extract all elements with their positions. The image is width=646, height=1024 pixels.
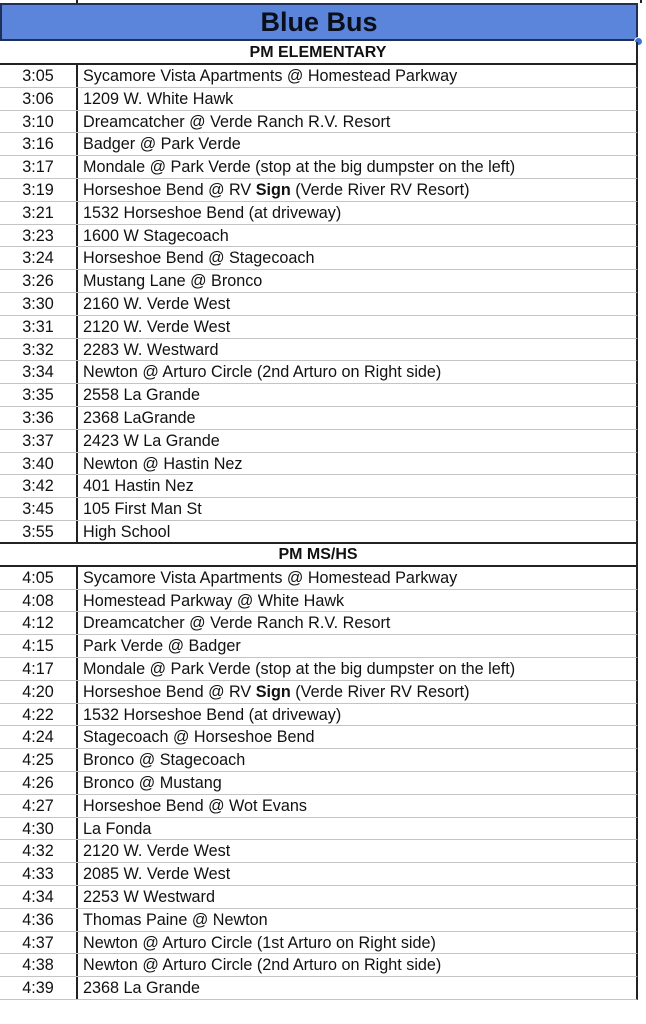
time-cell[interactable]: 3:06 (0, 88, 78, 110)
table-row[interactable] (0, 156, 638, 179)
section-header[interactable]: PM ELEMENTARY (0, 42, 638, 65)
time-cell[interactable]: 4:30 (0, 818, 78, 840)
time-cell[interactable]: 3:30 (0, 293, 78, 315)
table-row[interactable] (0, 772, 638, 795)
table-row[interactable] (0, 202, 638, 225)
time-cell[interactable]: 4:33 (0, 863, 78, 885)
stop-cell[interactable]: Horseshoe Bend @ RV Sign (Verde River RV Resort) (83, 682, 470, 701)
stop-cell[interactable]: 105 First Man St (83, 500, 202, 519)
stop-cell[interactable]: Newton @ Hastin Nez (83, 454, 243, 473)
time-cell[interactable]: 4:25 (0, 749, 78, 771)
time-cell[interactable]: 4:39 (0, 977, 78, 999)
time-cell[interactable]: 3:35 (0, 384, 78, 406)
time-cell[interactable]: 4:05 (0, 567, 78, 589)
table-row[interactable] (0, 818, 638, 841)
table-row[interactable] (0, 932, 638, 955)
stop-cell[interactable]: 1532 Horseshoe Bend (at driveway) (83, 705, 342, 724)
time-cell[interactable]: 3:42 (0, 475, 78, 497)
stop-cell[interactable]: Horseshoe Bend @ RV Sign (Verde River RV Resort) (83, 181, 470, 199)
table-row[interactable] (0, 270, 638, 293)
table-row[interactable] (0, 316, 638, 339)
table-row[interactable] (0, 361, 638, 384)
stop-cell[interactable]: Dreamcatcher @ Verde Ranch R.V. Resort (83, 112, 391, 131)
stop-cell[interactable]: 1209 W. White Hawk (83, 89, 234, 108)
time-cell[interactable]: 3:23 (0, 225, 78, 247)
table-row[interactable] (0, 339, 638, 362)
stop-cell[interactable]: La Fonda (83, 819, 152, 838)
stop-cell[interactable]: 1532 Horseshoe Bend (at driveway) (83, 203, 342, 222)
time-cell[interactable]: 3:05 (0, 65, 78, 87)
table-row[interactable] (0, 612, 638, 635)
table-row[interactable] (0, 658, 638, 681)
time-cell[interactable]: 3:17 (0, 156, 78, 178)
stop-cell[interactable]: 2160 W. Verde West (83, 295, 231, 313)
table-row[interactable] (0, 863, 638, 886)
table-row[interactable] (0, 567, 638, 590)
table-row[interactable] (0, 840, 638, 863)
time-cell[interactable]: 4:08 (0, 590, 78, 612)
table-row[interactable] (0, 293, 638, 316)
stop-cell[interactable]: 1600 W Stagecoach (83, 226, 229, 245)
stop-cell[interactable]: Newton @ Arturo Circle (1st Arturo on Right side) (83, 933, 436, 952)
stop-cell[interactable]: 2085 W. Verde West (83, 865, 231, 884)
stop-cell[interactable]: Dreamcatcher @ Verde Ranch R.V. Resort (83, 614, 391, 633)
table-row[interactable] (0, 225, 638, 248)
time-cell[interactable]: 3:21 (0, 202, 78, 224)
stop-cell[interactable]: 2558 La Grande (83, 386, 201, 405)
table-row[interactable] (0, 88, 638, 111)
stop-cell[interactable]: 2423 W La Grande (83, 431, 220, 450)
table-row[interactable] (0, 795, 638, 818)
time-cell[interactable]: 4:15 (0, 635, 78, 657)
time-cell[interactable]: 3:45 (0, 498, 78, 520)
time-cell[interactable]: 3:26 (0, 270, 78, 292)
bold-word: Sign (255, 682, 291, 701)
stop-cell[interactable]: Thomas Paine @ Newton (83, 910, 268, 929)
table-row[interactable] (0, 635, 638, 658)
time-cell[interactable]: 4:36 (0, 909, 78, 931)
table-row[interactable] (0, 384, 638, 407)
table-row[interactable] (0, 954, 638, 977)
stop-cell[interactable]: Sycamore Vista Apartments @ Homestead Parkway (83, 568, 458, 587)
time-cell[interactable]: 3:16 (0, 133, 78, 155)
stop-cell[interactable]: Badger @ Park Verde (83, 135, 241, 154)
time-cell[interactable]: 4:27 (0, 795, 78, 817)
table-row[interactable] (0, 590, 638, 613)
time-cell[interactable]: 4:24 (0, 726, 78, 748)
table-row[interactable] (0, 453, 638, 476)
stop-cell[interactable]: Sycamore Vista Apartments @ Homestead Parkway (83, 67, 458, 85)
table-row[interactable] (0, 521, 638, 544)
bold-word: Sign (255, 181, 291, 199)
time-cell[interactable]: 3:36 (0, 407, 78, 429)
table-row[interactable] (0, 726, 638, 749)
time-cell[interactable]: 4:12 (0, 612, 78, 634)
time-cell[interactable]: 3:40 (0, 453, 78, 475)
table-row[interactable] (0, 111, 638, 134)
stop-cell[interactable]: 2283 W. Westward (83, 340, 219, 359)
stop-cell[interactable]: High School (83, 523, 171, 541)
table-row[interactable] (0, 749, 638, 772)
stop-cell[interactable]: 2253 W Westward (83, 888, 215, 906)
time-cell[interactable]: 4:22 (0, 704, 78, 726)
table-row[interactable] (0, 704, 638, 727)
table-row[interactable] (0, 886, 638, 909)
table-row[interactable] (0, 179, 638, 202)
stop-cell[interactable]: 2120 W. Verde West (83, 317, 231, 336)
table-row[interactable] (0, 909, 638, 932)
table-row[interactable] (0, 407, 638, 430)
time-cell[interactable]: 3:37 (0, 430, 78, 452)
time-cell[interactable]: 3:31 (0, 316, 78, 338)
stop-cell[interactable]: Bronco @ Mustang (83, 774, 222, 792)
stop-cell[interactable]: Park Verde @ Badger (83, 637, 241, 656)
time-cell[interactable]: 3:10 (0, 111, 78, 133)
time-cell[interactable]: 4:38 (0, 954, 78, 976)
time-cell[interactable]: 4:37 (0, 932, 78, 954)
time-cell[interactable]: 4:26 (0, 772, 78, 794)
table-row[interactable] (0, 430, 638, 453)
stop-cell[interactable]: 2368 LaGrande (83, 409, 196, 427)
stop-cell[interactable]: Newton @ Arturo Circle (2nd Arturo on Right side) (83, 363, 442, 382)
table-row[interactable] (0, 133, 638, 156)
time-cell[interactable]: 3:55 (0, 521, 78, 542)
stop-cell[interactable]: Bronco @ Stagecoach (83, 751, 246, 770)
stop-cell[interactable]: 2368 La Grande (83, 979, 201, 998)
table-row[interactable] (0, 65, 638, 88)
time-cell[interactable]: 3:32 (0, 339, 78, 361)
time-cell[interactable]: 4:32 (0, 840, 78, 862)
section-header[interactable]: PM MS/HS (0, 544, 638, 567)
table-row[interactable] (0, 681, 638, 704)
stop-cell[interactable]: Mondale @ Park Verde (stop at the big dumpster on the left) (83, 660, 516, 678)
stop-cell[interactable]: 2120 W. Verde West (83, 842, 231, 861)
table-row[interactable] (0, 475, 638, 498)
stop-cell[interactable]: Newton @ Arturo Circle (2nd Arturo on Right side) (83, 956, 442, 975)
stop-cell[interactable]: Homestead Parkway @ White Hawk (83, 591, 345, 610)
stop-cell[interactable]: Horseshoe Bend @ Wot Evans (83, 796, 307, 815)
stop-cell[interactable]: Mondale @ Park Verde (stop at the big dumpster on the left) (83, 158, 516, 177)
stop-cell[interactable]: Mustang Lane @ Bronco (83, 272, 263, 291)
time-cell[interactable]: 3:34 (0, 361, 78, 383)
time-cell[interactable]: 4:34 (0, 886, 78, 908)
stop-cell[interactable]: 401 Hastin Nez (83, 477, 194, 496)
time-cell[interactable]: 3:24 (0, 247, 78, 269)
table-row[interactable] (0, 977, 638, 1000)
table-row[interactable] (0, 498, 638, 521)
time-cell[interactable]: 4:20 (0, 681, 78, 703)
stop-cell[interactable]: Stagecoach @ Horseshoe Bend (83, 728, 315, 747)
time-cell[interactable]: 3:19 (0, 179, 78, 201)
time-cell[interactable]: 4:17 (0, 658, 78, 680)
stop-cell[interactable]: Horseshoe Bend @ Stagecoach (83, 249, 315, 268)
page-title[interactable]: Blue Bus (0, 3, 638, 41)
table-row[interactable] (0, 247, 638, 270)
